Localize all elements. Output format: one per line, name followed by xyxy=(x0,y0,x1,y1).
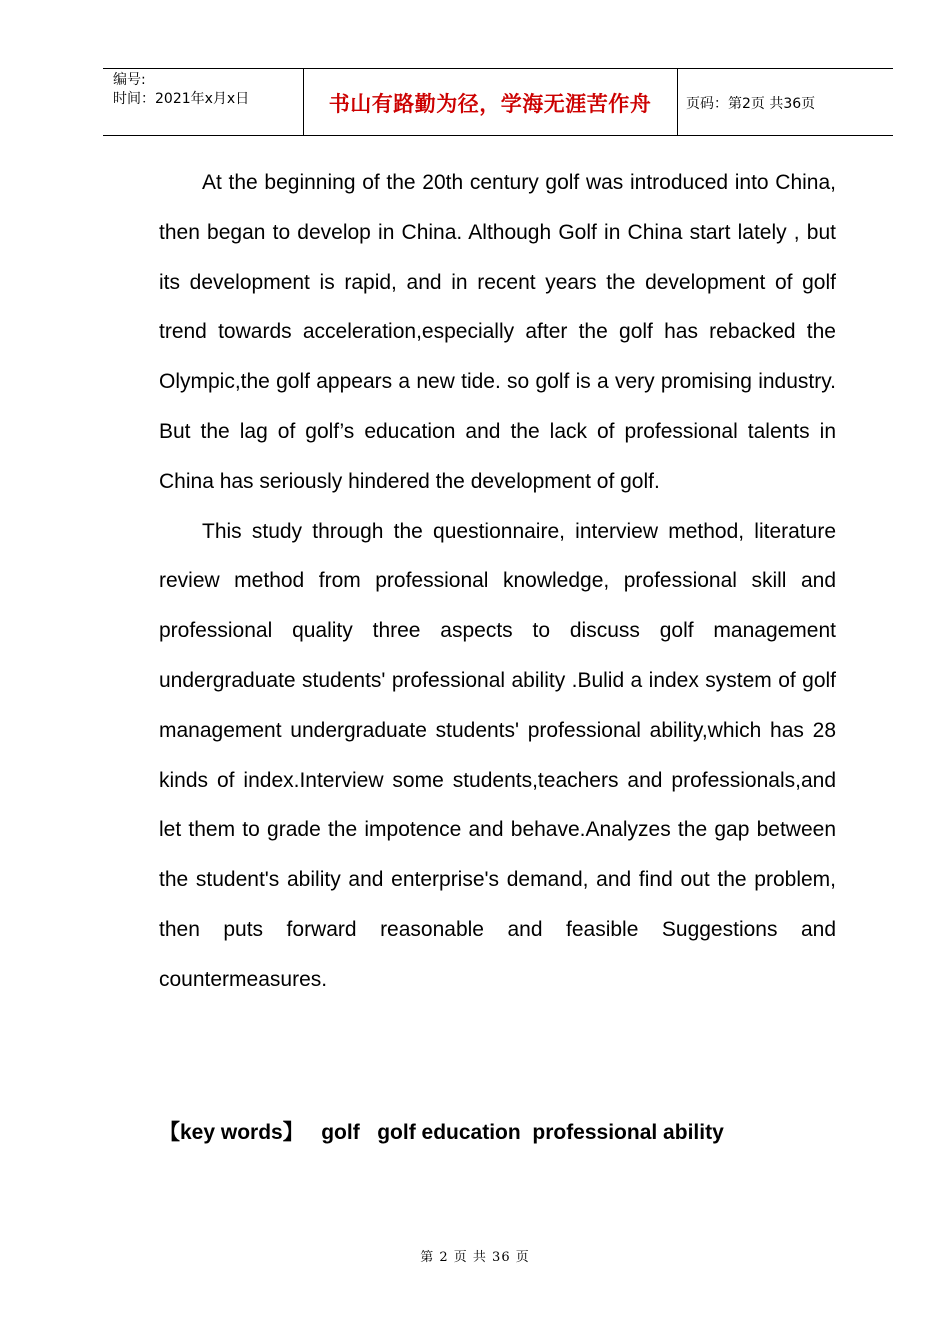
document-id-label: 编号: xyxy=(113,72,146,88)
abstract-body xyxy=(159,158,836,1005)
header-divider-right xyxy=(677,69,678,135)
header-page-info: 页码：第2页 共36页 xyxy=(686,96,816,112)
abstract-paragraph-2: This study through the questionnaire, interview method, literature review method from professional knowledge, professional skill and professional quality three aspects to discuss golf management undergraduate students' professional ability .Bulid a index system of golf management undergraduate students' professional ability,which has 28 kinds of index.Interview some students,teachers and professionals,and let them to grade the impotence and behave.Analyzes the gap between the student's ability and enterprise's demand, and find out the problem, then puts forward reasonable and feasible Suggestions and countermeasures. xyxy=(159,519,836,991)
page-footer: 第 2 页 共 36 页 xyxy=(420,1250,530,1265)
header-motto: 书山有路勤为径，学海无涯苦作舟 xyxy=(328,92,652,116)
keywords-line: 【key words】 golf golf education professional ability xyxy=(159,1121,724,1144)
document-time-label: 时间：2021年x月x日 xyxy=(113,91,250,107)
header-meta xyxy=(113,71,249,109)
page-header xyxy=(103,68,893,136)
abstract-paragraph-1: At the beginning of the 20th century golf was introduced into China, then began to develop in China. Although Golf in China start lately , but its development is rapid, and in recent years the development of golf trend towards acceleration,especially after the golf has rebacked the Olympic,the golf appears a new tide. so golf is a very promising industry. But the lag of golf’s education and the lack of professional talents in China has seriously hindered the development of golf. xyxy=(159,171,836,493)
